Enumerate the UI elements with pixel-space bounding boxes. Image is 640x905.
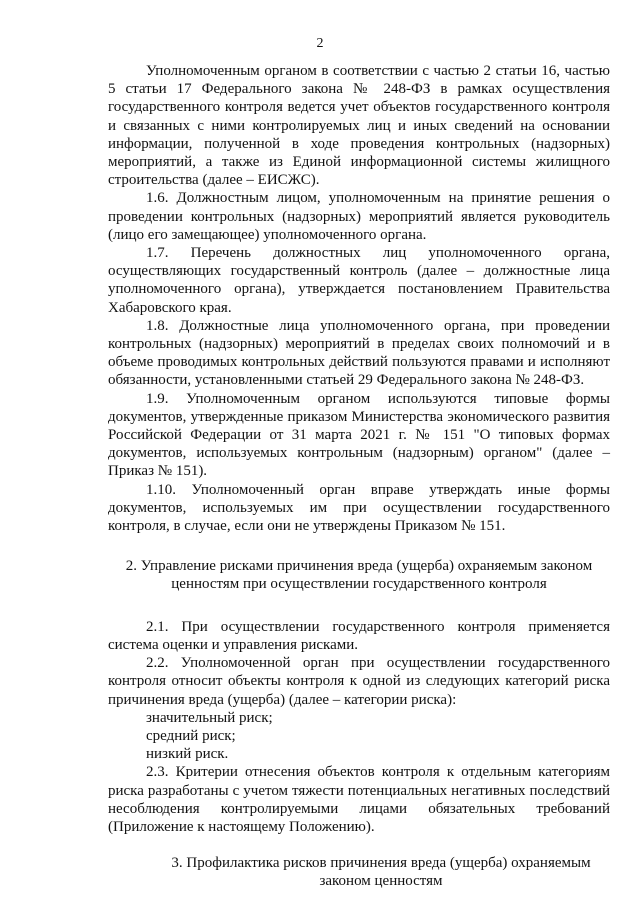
page-number: 2 — [316, 36, 324, 51]
paragraph-accounting: Уполномоченным органом в соответствии с частью 2 статьи 16, частью 5 статьи 17 Федерального закона № 248-ФЗ в рамках осуществления государственного контроля ведется учет объектов государственного контроля и связанных с ними контролируемых лиц и иных сведений на основании информации, полученной в ходе проведения контрольных (надзорных) мероприятий, а также из Единой информационной системы жилищного строительства (далее – ЕИСЖС). — [108, 63, 610, 189]
section-3-heading: 3. Профилактика рисков причинения вреда (ущерба) охраняемым законом ценностям — [171, 855, 591, 890]
paragraph-1-7: 1.7. Перечень должностных лиц уполномоченного органа, осуществляющих государственный контроль (далее – должностные лица уполномоченного органа), утверждается постановлением Правительства Хабаровского края. — [108, 245, 610, 316]
paragraph-1-8: 1.8. Должностные лица уполномоченного органа, при проведении контрольных (надзорных) мероприятий в пределах своих полномочий и в объеме проводимых контрольных действий пользуются правами и исполняют обязанности, установленными статьей 29 Федерального закона № 248-ФЗ. — [108, 317, 610, 389]
risk-category-item: значительный риск; — [146, 709, 273, 726]
risk-category-item: низкий риск. — [146, 746, 229, 763]
paragraph-1-10: 1.10. Уполномоченный орган вправе утверждать иные формы документов, используемых им при осуществлении государственного контроля, в случае, если они не утверждены Приказом № 151. — [108, 481, 610, 535]
paragraph-2-3: 2.3. Критерии отнесения объектов контроля к отдельным категориям риска разработаны с учетом тяжести потенциальных негативных последствий несоблюдения контролируемыми лицами обязательных требований (Приложение к настоящему Положению). — [108, 764, 610, 835]
paragraph-1-6: 1.6. Должностным лицом, уполномоченным на принятие решения о проведении контрольных (надзорных) мероприятий является руководитель (лицо его замещающее) уполномоченного органа. — [108, 190, 610, 243]
risk-category-item: средний риск; — [146, 727, 236, 744]
paragraph-2-1: 2.1. При осуществлении государственного контроля применяется система оценки и управления рисками. — [108, 618, 610, 653]
document-body — [108, 62, 610, 891]
paragraph-1-9: 1.9. Уполномоченным органом используются типовые формы документов, утвержденные приказом Министерства экономического развития Российской Федерации от 31 марта 2021 г. № 151 "О типовых формах документов, используемых контрольным (надзорным) органом" (далее – Приказ № 151). — [108, 390, 610, 480]
paragraph-2-2: 2.2. Уполномоченной орган при осуществлении государственного контроля относит объекты контроля к одной из следующих категорий риска причинения вреда (ущерба) (далее – категории риска): — [108, 655, 610, 708]
section-2-heading: 2. Управление рисками причинения вреда (ущерба) охраняемым законом ценностям при осуществлении государственного контроля — [125, 558, 593, 593]
